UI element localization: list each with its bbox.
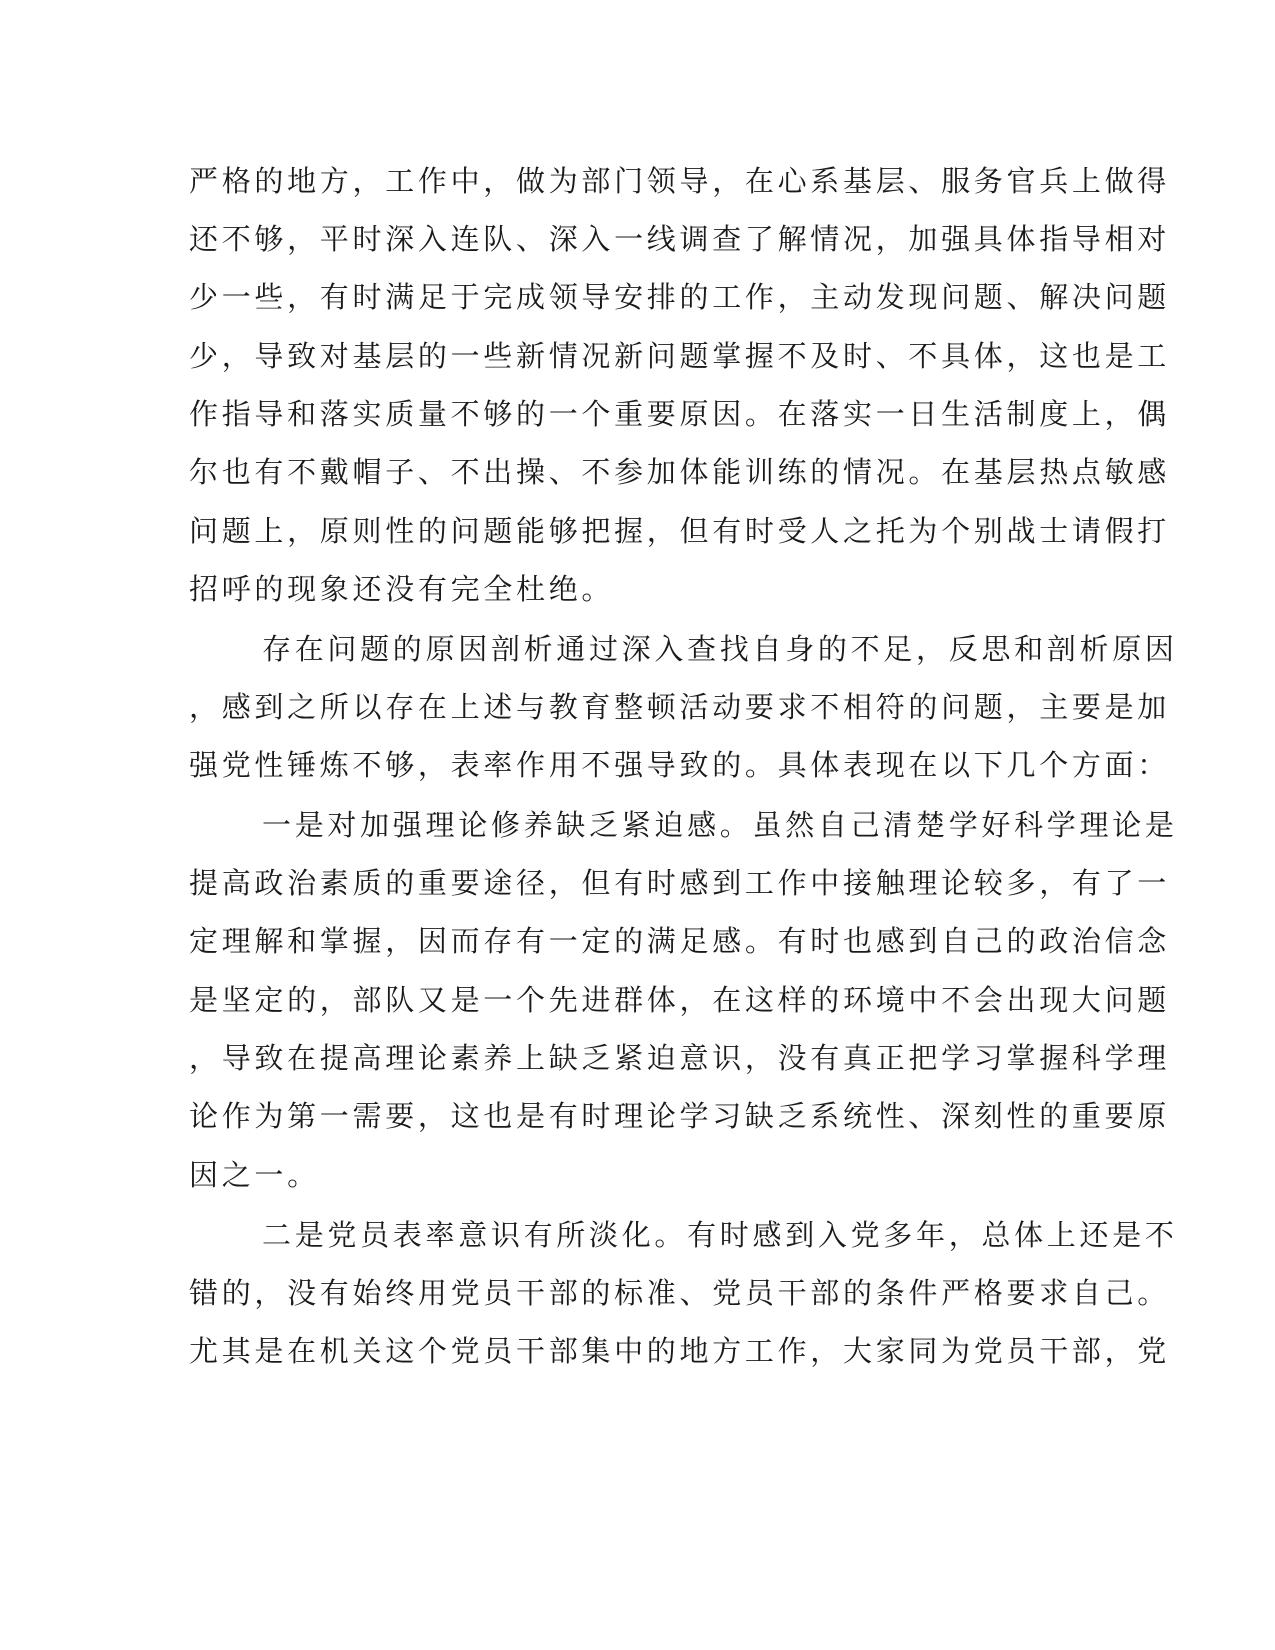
text-line: 尤其是在机关这个党员干部集中的地方工作，大家同为党员干部，党 (189, 1334, 1171, 1368)
text-line: 招呼的现象还没有完全杜绝。 (189, 572, 615, 606)
paragraph-first-line: 二是党员表率意识有所淡化。有时感到入党多年，总体上还是不 (262, 1218, 1178, 1252)
text-line: 作指导和落实质量不够的一个重要原因。在落实一日生活制度上，偶 (189, 397, 1171, 431)
text-line: 还不够，平时深入连队、深入一线调查了解情况，加强具体指导相对 (189, 222, 1171, 256)
text-line: 尔也有不戴帽子、不出操、不参加体能训练的情况。在基层热点敏感 (189, 455, 1171, 489)
text-line: 严格的地方，工作中，做为部门领导，在心系基层、服务官兵上做得 (189, 164, 1171, 198)
paragraph-first-line: 一是对加强理论修养缺乏紧迫感。虽然自己清楚学好科学理论是 (262, 808, 1178, 842)
text-line: ，感到之所以存在上述与教育整顿活动要求不相符的问题，主要是加 (189, 690, 1171, 724)
text-line: 问题上，原则性的问题能够把握，但有时受人之托为个别战士请假打 (189, 514, 1171, 548)
text-line: 强党性锤炼不够，表率作用不强导致的。具体表现在以下几个方面： (189, 748, 1171, 782)
text-line: ，导致在提高理论素养上缺乏紧迫意识，没有真正把学习掌握科学理 (189, 1041, 1171, 1075)
text-line: 提高政治素质的重要途径，但有时感到工作中接触理论较多，有了一 (189, 866, 1171, 900)
text-line: 错的，没有始终用党员干部的标准、党员干部的条件严格要求自己。 (189, 1276, 1171, 1310)
text-line: 因之一。 (189, 1158, 320, 1192)
text-line: 论作为第一需要，这也是有时理论学习缺乏系统性、深刻性的重要原 (189, 1099, 1171, 1133)
text-line: 少，导致对基层的一些新情况新问题掌握不及时、不具体，这也是工 (189, 339, 1171, 373)
paragraph-first-line: 存在问题的原因剖析通过深入查找自身的不足，反思和剖析原因 (262, 632, 1178, 666)
text-line: 少一些，有时满足于完成领导安排的工作，主动发现问题、解决问题 (189, 280, 1171, 314)
text-line: 定理解和掌握，因而存有一定的满足感。有时也感到自己的政治信念 (189, 924, 1171, 958)
text-line: 是坚定的，部队又是一个先进群体，在这样的环境中不会出现大问题 (189, 983, 1171, 1017)
